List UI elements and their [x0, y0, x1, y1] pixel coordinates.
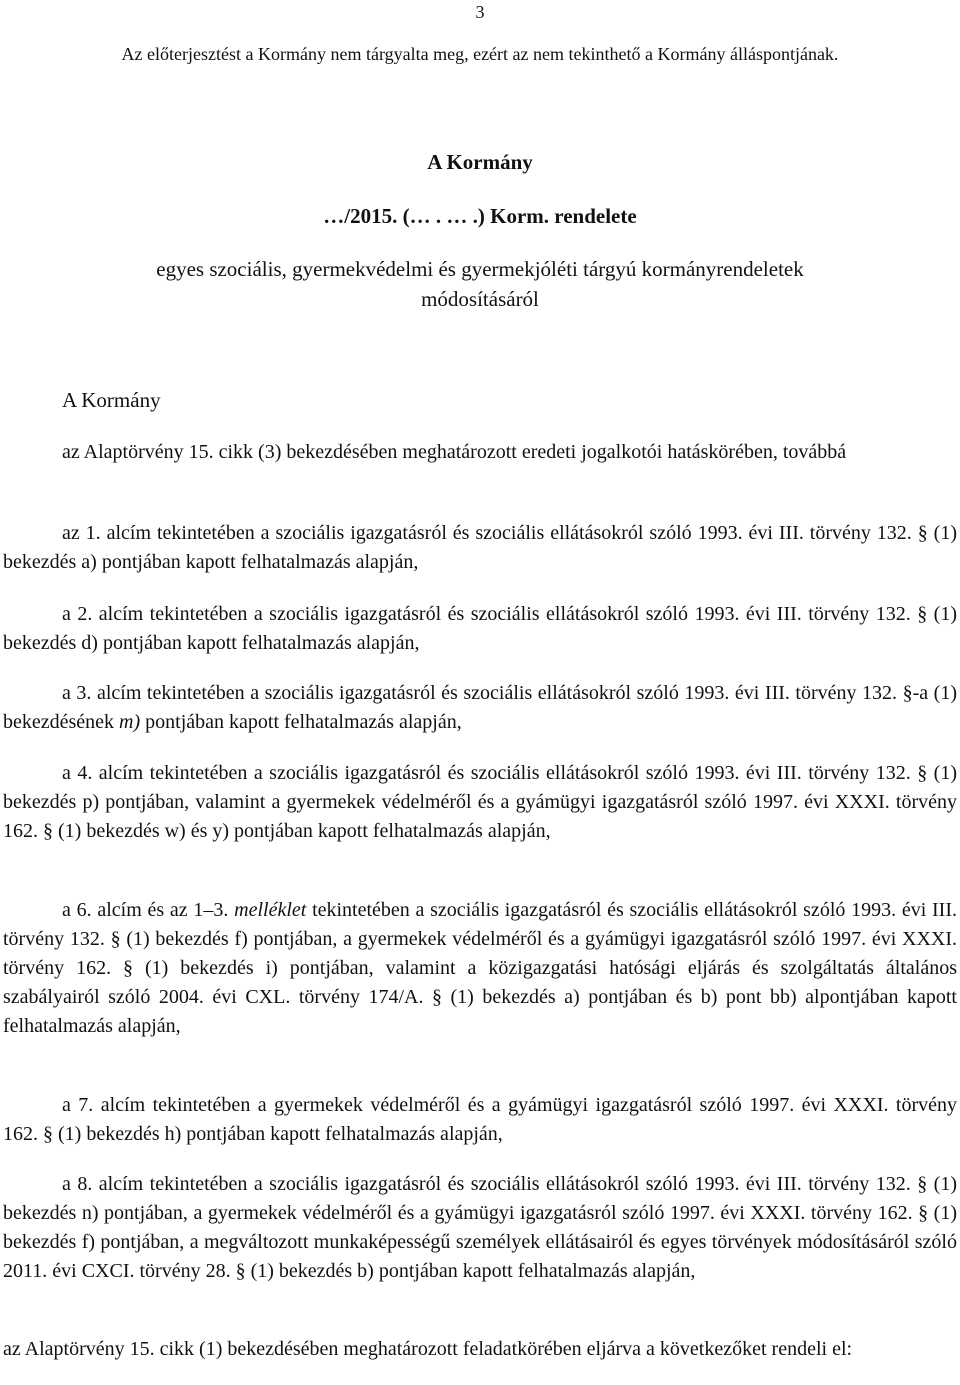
decree-title-line-1: egyes szociális, gyermekvédelmi és gyermekjóléti tárgyú kormányrendeletek: [156, 257, 804, 281]
emphasis-text: melléklet: [234, 899, 307, 921]
paragraph-text-start: a 6. alcím és az 1–3.: [62, 899, 235, 921]
paragraph-text: a 8. alcím tekintetében a szociális igazgatásról és szociális ellátásokról szóló 1993. évi III. törvény 132. § (1) bekezdés n) pontjában, a gyermekek védelméről és a gyámügyi igazgatásról szóló 1997. évi XXXI. törvény 162. § (1) bekezdés f) pontjában, a megváltozott munkaképességű személyek ellátásairól és egyes törvények módosításáról szóló 2011. évi CXCI. törvény 28. § (1) bekezdés b) pontjában kapott felhatalmazás alapján,: [3, 1173, 957, 1282]
enacting-clause: [3, 1335, 957, 1364]
paragraph-text-start: a 3. alcím tekintetében a szociális igazgatásról és szociális ellátásokról szóló 1993. évi III. törvény 132. §-a (1) bekezdésének: [3, 682, 957, 733]
paragraph-text: a 4. alcím tekintetében a szociális igazgatásról és szociális ellátásokról szóló 1993. évi III. törvény 132. § (1) bekezdés p) pontjában, valamint a gyermekek védelméről és a gyámügyi igazgatásról szóló 1997. évi XXXI. törvény 162. § (1) bekezdés w) és y) pontjában kapott felhatalmazás alapján,: [3, 762, 957, 842]
paragraph-text: az 1. alcím tekintetében a szociális igazgatásról és szociális ellátásokról szóló 1993. évi III. törvény 132. § (1) bekezdés a) pontjában kapott felhatalmazás alapján,: [3, 522, 957, 573]
preamble-paragraph-8: [3, 1170, 957, 1286]
preamble-paragraph-7: [3, 1091, 957, 1149]
preamble-paragraph-6: [3, 896, 957, 1041]
preamble-paragraph-2: [3, 519, 957, 577]
paragraph-text: a 2. alcím tekintetében a szociális igazgatásról és szociális ellátásokról szóló 1993. évi III. törvény 132. § (1) bekezdés d) pontjában kapott felhatalmazás alapján,: [3, 603, 957, 654]
paragraph-text: [3, 679, 957, 737]
paragraph-text: az Alaptörvény 15. cikk (1) bekezdésében meghatározott feladatkörében eljárva a következőket rendeli el:: [3, 1338, 853, 1360]
paragraph-text: az Alaptörvény 15. cikk (3) bekezdésében meghatározott eredeti jogalkotói hatáskörében, továbbá: [62, 441, 847, 463]
preamble-paragraph-4: [3, 679, 957, 737]
decree-number: …/2015. (… . … .) Korm. rendelete: [323, 204, 637, 228]
paragraph-text: [3, 896, 957, 1041]
preamble-paragraph-5: [3, 759, 957, 846]
emphasis-text: m): [119, 711, 141, 733]
paragraph-text: a 7. alcím tekintetében a gyermekek védelméről és a gyámügyi igazgatásról szóló 1997. évi XXXI. törvény 162. § (1) bekezdés h) pontjában kapott felhatalmazás alapján,: [3, 1094, 957, 1145]
issuer-heading: A Kormány: [427, 150, 533, 174]
preamble-paragraph-1: [3, 438, 957, 467]
decree-title-line-2: módosításáról: [421, 287, 539, 311]
paragraph-text-end: tekintetében a szociális igazgatásról és szociális ellátásokról szóló 1993. évi III. törvény 132. § (1) bekezdés f) pontjában, a gyermekek védelméről és a gyámügyi igazgatásról szóló 1997. évi XXXI. törvény 162. § (1) bekezdés i) pontjában, valamint a közigazgatási hatósági eljárás és szolgáltatás általános szabályairól szóló 2004. évi CXL. törvény 174/A. § (1) bekezdés a) pontjában és b) pont bb) alpontjában kapott felhatalmazás alapján,: [3, 899, 957, 1037]
decree-title: [0, 254, 960, 314]
intro-text: A Kormány: [62, 388, 161, 412]
disclaimer-text: Az előterjesztést a Kormány nem tárgyalta meg, ezért az nem tekinthető a Kormány álláspontjának.: [121, 44, 839, 64]
page-number: 3: [475, 2, 485, 22]
preamble-paragraph-3: [3, 600, 957, 658]
paragraph-text-end: pontjában kapott felhatalmazás alapján,: [140, 711, 462, 733]
